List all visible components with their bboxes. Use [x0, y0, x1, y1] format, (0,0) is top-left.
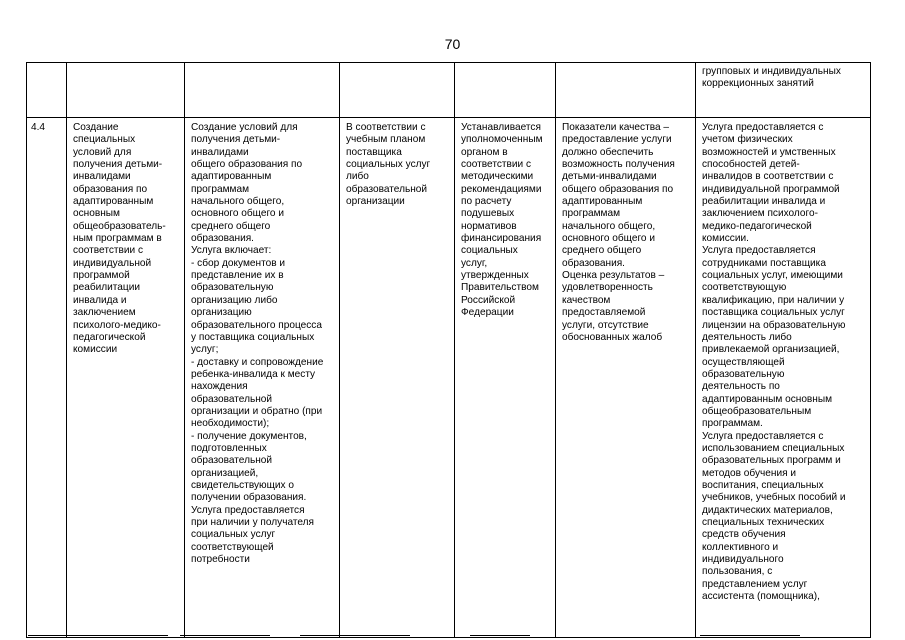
table-row-4-4 — [27, 118, 871, 638]
cont-cell-quality — [556, 63, 696, 118]
services-table — [26, 62, 871, 638]
service-description-cell: Создание условий для получения детьми- инвалидами общего образования по адаптированным программам начального общего, основного общего и среднего общего образования. Услуга включает: - сбор документов и представление их в образовательную организацию либо организацию образовательного процесса у поставщика социальных услуг; - доставку и сопровождение ребенка-инвалида к месту нахождения образовательной организации и обратно (при необходимости); - получение документов, подготовленных образовательной организацией, свидетельствующих о получении образования. Услуга предоставляется при наличии у получателя социальных услуг соответствующей потребности — [185, 118, 340, 638]
cont-cell-name — [67, 63, 185, 118]
page-number: 70 — [444, 36, 461, 52]
service-name-cell: Создание специальных условий для получения детьми- инвалидами образования по адаптированным основным общеобразователь- ным программам в соответствии с индивидуальной программой реабилитации инвалида и заключением психолого-медико- педагогической комиссии — [67, 118, 185, 638]
service-volume-cell: В соответствии с учебным планом поставщика социальных услуг либо образовательной организации — [340, 118, 455, 638]
row-number-cell: 4.4 — [27, 118, 67, 638]
cont-cell-conditions: групповых и индивидуальных коррекционных занятий — [696, 63, 871, 118]
table-row-continuation — [27, 63, 871, 118]
cont-cell-description — [185, 63, 340, 118]
conditions-cell: Услуга предоставляется с учетом физических возможностей и умственных способностей детей- инвалидов в соответствии с индивидуальной программой реабилитации инвалида и заключением психолого- медико-педагогической комиссии. Услуга предоставляется сотрудниками поставщика социальных услуг, имеющими соответствующую квалификацию, при наличии у поставщика социальных услуг лицензии на образовательную деятельность либо привлекаемой организацией, осуществляющей образовательную деятельность по адаптированным основным общеобразовательным программам. Услуга предоставляется с использованием специальных образовательных программ и методов обучения и воспитания, специальных учебников, учебных пособий и дидактических материалов, специальных технических средств обучения коллективного и индивидуального пользования, с представлением услуг ассистента (помощника), — [696, 118, 871, 638]
cont-cell-volume — [340, 63, 455, 118]
service-tariff-cell: Устанавливается уполномоченным органом в соответствии с методическими рекомендациями по расчету подушевых нормативов финансирования социальных услуг, утвержденных Правительством Российской Федерации — [455, 118, 556, 638]
cont-cell-tariff — [455, 63, 556, 118]
quality-indicators-cell: Показатели качества – предоставление услуги должно обеспечить возможность получения детьми-инвалидами общего образования по адаптированным программам начального общего, основного общего и среднего общего образования. Оценка результатов – удовлетворенность качеством предоставляемой услуги, отсутствие обоснованных жалоб — [556, 118, 696, 638]
bottom-scan-marks — [0, 632, 905, 640]
cont-cell-number — [27, 63, 67, 118]
